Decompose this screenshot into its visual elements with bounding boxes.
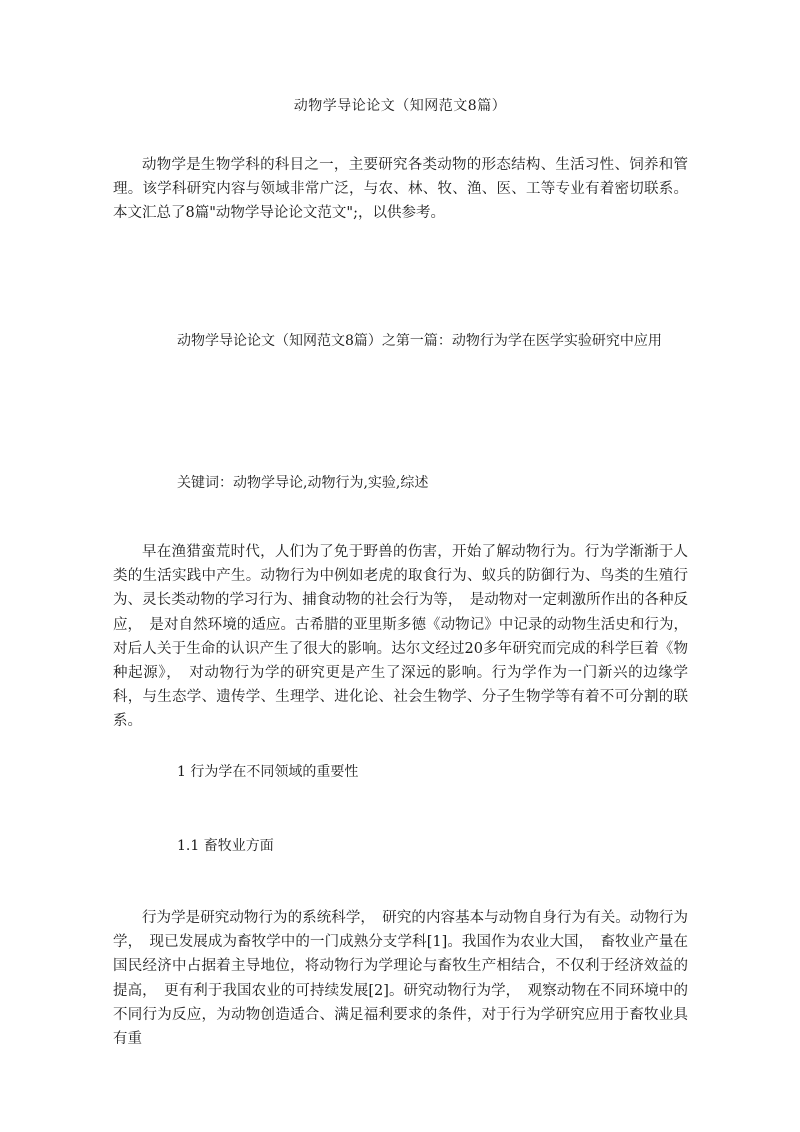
heading-level-2: 1.1 畜牧业方面 [177,838,274,854]
body-paragraph: 早在渔猎蛮荒时代，人们为了免于野兽的伤害，开始了解动物行为。行为学渐渐于人类的生活实践中产生。动物行为中例如老虎的取食行为、蚁兵的防御行为、鸟类的生殖行为、灵长类动物的学习行为、捕食动物的社会行为等， 是动物对一定刺激所作出的各种反应， 是对自然环境的适应。古希腊的亚里斯多德《动物记》中记录的动物生活史和行为，对后人关于生命的认识产生了很大的影响。达尔文经过20多年研究而完成的科学巨着《物种起源》， 对动物行为学的研究更是产生了深远的影响。行为学作为一门新兴的边缘学科，与生态学、遗传学、生理学、进化论、社会生物学、分子生物学等有着不可分割的联系。 [113,544,688,730]
heading-level-1: 1 行为学在不同领域的重要性 [177,764,359,780]
body-paragraph: 行为学是研究动物行为的系统科学， 研究的内容基本与动物自身行为有关。动物行为学， 现已发展成为畜牧学中的一门成熟分支学科[1]。我国作为农业大国， 畜牧业产量在国民经济中占据着主导地位，将动物行为学理论与畜牧生产相结合，不仅利于经济效益的提高， 更有利于我国农业的可持续发展[2]。研究动物行为学， 观察动物在不同环境中的不同行为反应，为动物创造适合、满足福利要求的条件，对于行为学研究应用于畜牧业具有重 [113,910,688,1048]
intro-paragraph: 动物学是生物学科的科目之一，主要研究各类动物的形态结构、生活习性、饲养和管理。该学科研究内容与领域非常广泛，与农、林、牧、渔、医、工等专业有着密切联系。本文汇总了8篇"动物学导论论文范文";，以供参考。 [113,157,688,222]
document-title: 动物学导论论文（知网范文8篇） [293,98,507,114]
section-title: 动物学导论论文（知网范文8篇）之第一篇：动物行为学在医学实验研究中应用 [177,333,662,349]
keywords-line: 关键词：动物学导论,动物行为,实验,综述 [177,475,429,491]
